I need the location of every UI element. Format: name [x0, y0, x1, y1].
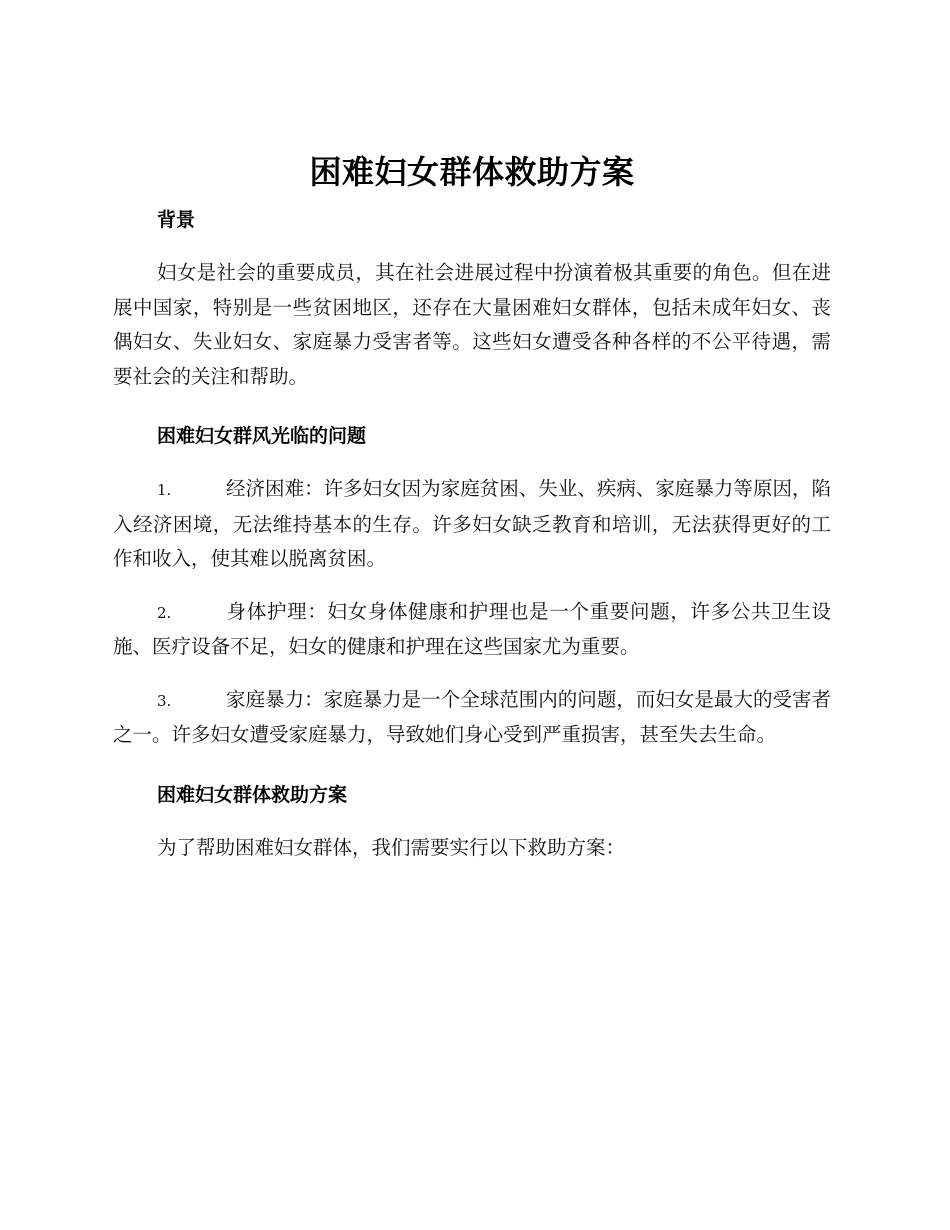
spacer [113, 450, 831, 472]
section-heading-plan: 困难妇女群体救助方案 [157, 783, 348, 806]
spacer [113, 665, 831, 683]
list-item-text: 家庭暴力：家庭暴力是一个全球范围内的问题，而妇女是最大的受害者之一。许多妇女遭受家庭暴力，导致她们身心受到严重损害，甚至失去生命。 [113, 687, 831, 746]
spacer [113, 577, 831, 595]
document-title: 困难妇女群体救助方案 [309, 153, 635, 191]
spacer [113, 809, 831, 831]
spacer [113, 394, 831, 412]
document-body [113, 148, 831, 865]
problem-item-2 [113, 595, 831, 665]
section-heading-background: 背景 [157, 209, 196, 231]
section-heading-problems: 困难妇女群风光临的问题 [157, 425, 367, 447]
plan-paragraph: 为了帮助困难妇女群体，我们需要实行以下救助方案： [157, 835, 626, 859]
background-paragraph: 妇女是社会的重要成员，其在社会进展过程中扮演着极其重要的角色。但在进展中国家，特别是一些贫困地区，还存在大量困难妇女群体，包括未成年妇女、丧偶妇女、失业妇女、家庭暴力受害者等。这些妇女遭受各种各样的不公平待遇，需要社会的关注和帮助。 [113, 261, 831, 388]
list-number: 3. [157, 691, 172, 710]
list-item-text: 身体护理：妇女身体健康和护理也是一个重要问题，许多公共卫生设施、医疗设备不足，妇女的健康和护理在这些国家尤为重要。 [113, 599, 831, 658]
problem-item-3 [113, 683, 831, 753]
problem-item-1 [113, 472, 831, 577]
list-item-text: 经济困难：许多妇女因为家庭贫困、失业、疾病、家庭暴力等原因，陷入经济困境，无法维持基本的生存。许多妇女缺乏教育和培训，无法获得更好的工作和收入，使其难以脱离贫困。 [113, 477, 831, 570]
spacer [113, 234, 831, 256]
list-number: 1. [157, 481, 172, 499]
spacer [113, 753, 831, 771]
list-number: 2. [157, 603, 172, 622]
